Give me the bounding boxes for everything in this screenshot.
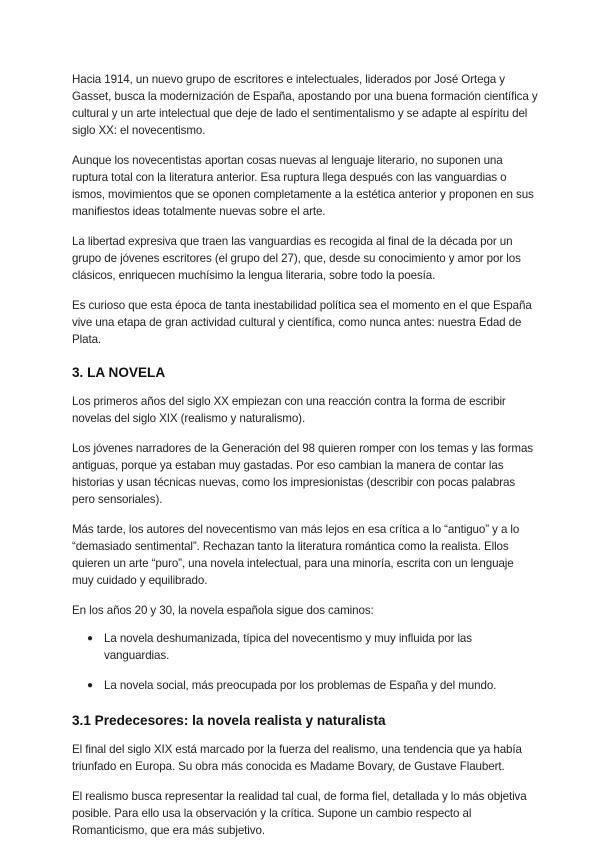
intro-paragraph-4: Es curioso que esta época de tanta inestabilidad política sea el momento en el que España vive una etapa de gran actividad cultural y científica, como nunca antes: nuestra Edad de Plata. xyxy=(72,299,532,346)
novela-paragraph-4: En los años 20 y 30, la novela española sigue dos caminos: xyxy=(72,604,374,617)
bullet-dot-icon: ● xyxy=(87,680,93,691)
list-item xyxy=(72,630,538,664)
bullet-list xyxy=(72,630,538,694)
list-item-text: La novela deshumanizada, típica del novecentismo y muy influida por las vanguardias. xyxy=(104,632,472,662)
predecesores-paragraph-1: El final del siglo XIX está marcado por la fuerza del realismo, una tendencia que ya había triunfado en Europa. Su obra más conocida es Madame Bovary, de Gustave Flaubert. xyxy=(72,743,522,773)
section-heading-predecesores: 3.1 Predecesores: la novela realista y naturalista xyxy=(72,713,386,728)
novela-paragraph-1: Los primeros años del siglo XX empiezan con una reacción contra la forma de escribir novelas del siglo XIX (realismo y naturalismo). xyxy=(72,395,506,425)
section-heading-la-novela: 3. LA NOVELA xyxy=(72,365,166,380)
intro-paragraph-2: Aunque los novecentistas aportan cosas nuevas al lenguaje literario, no suponen una ruptura total con la literatura anterior. Esa ruptura llega después con las vanguardias o ismos, movimientos que se oponen completamente a la estética anterior y proponen en sus manifiestos ideas totalmente nuevas sobre el arte. xyxy=(72,154,534,218)
novela-paragraph-2: Los jóvenes narradores de la Generación del 98 quieren romper con los temas y las formas antiguas, porque ya estaban muy gastadas. Por eso cambian la manera de contar las historias y usan técnicas nuevas, como los impresionistas (describir con pocas palabras pero sensoriales). xyxy=(72,442,533,506)
intro-paragraph-3: La libertad expresiva que traen las vanguardias es recogida al final de la década por un grupo de jóvenes escritores (el grupo del 27), que, desde su conocimiento y amor por los clásicos, enriquecen muchísimo la lengua literaria, sobre todo la poesía. xyxy=(72,235,521,282)
predecesores-paragraph-2: El realismo busca representar la realidad tal cual, de forma fiel, detallada y lo más objetiva posible. Para ello usa la observación y la crítica. Supone un cambio respecto al Romanticismo, que era más subjetivo. xyxy=(72,790,527,837)
list-item-text: La novela social, más preocupada por los problemas de España y del mundo. xyxy=(104,679,497,692)
bullet-dot-icon: ● xyxy=(87,633,93,644)
novela-paragraph-3: Más tarde, los autores del novecentismo van más lejos en esa crítica a lo “antiguo” y a lo “demasiado sentimental”. Rechazan tanto la literatura romántica como la realista. Ellos quieren un arte “puro”, una novela intelectual, para una minoría, escrita con un lenguaje muy cuidado y equilibrado. xyxy=(72,523,520,587)
intro-paragraph-1: Hacia 1914, un nuevo grupo de escritores e intelectuales, liderados por José Ortega y Gasset, busca la modernización de España, apostando por una buena formación científica y cultural y un arte intelectual que deje de lado el sentimentalismo y se adapte al espíritu del siglo XX: el novecentismo. xyxy=(72,73,538,137)
list-item xyxy=(72,677,538,694)
